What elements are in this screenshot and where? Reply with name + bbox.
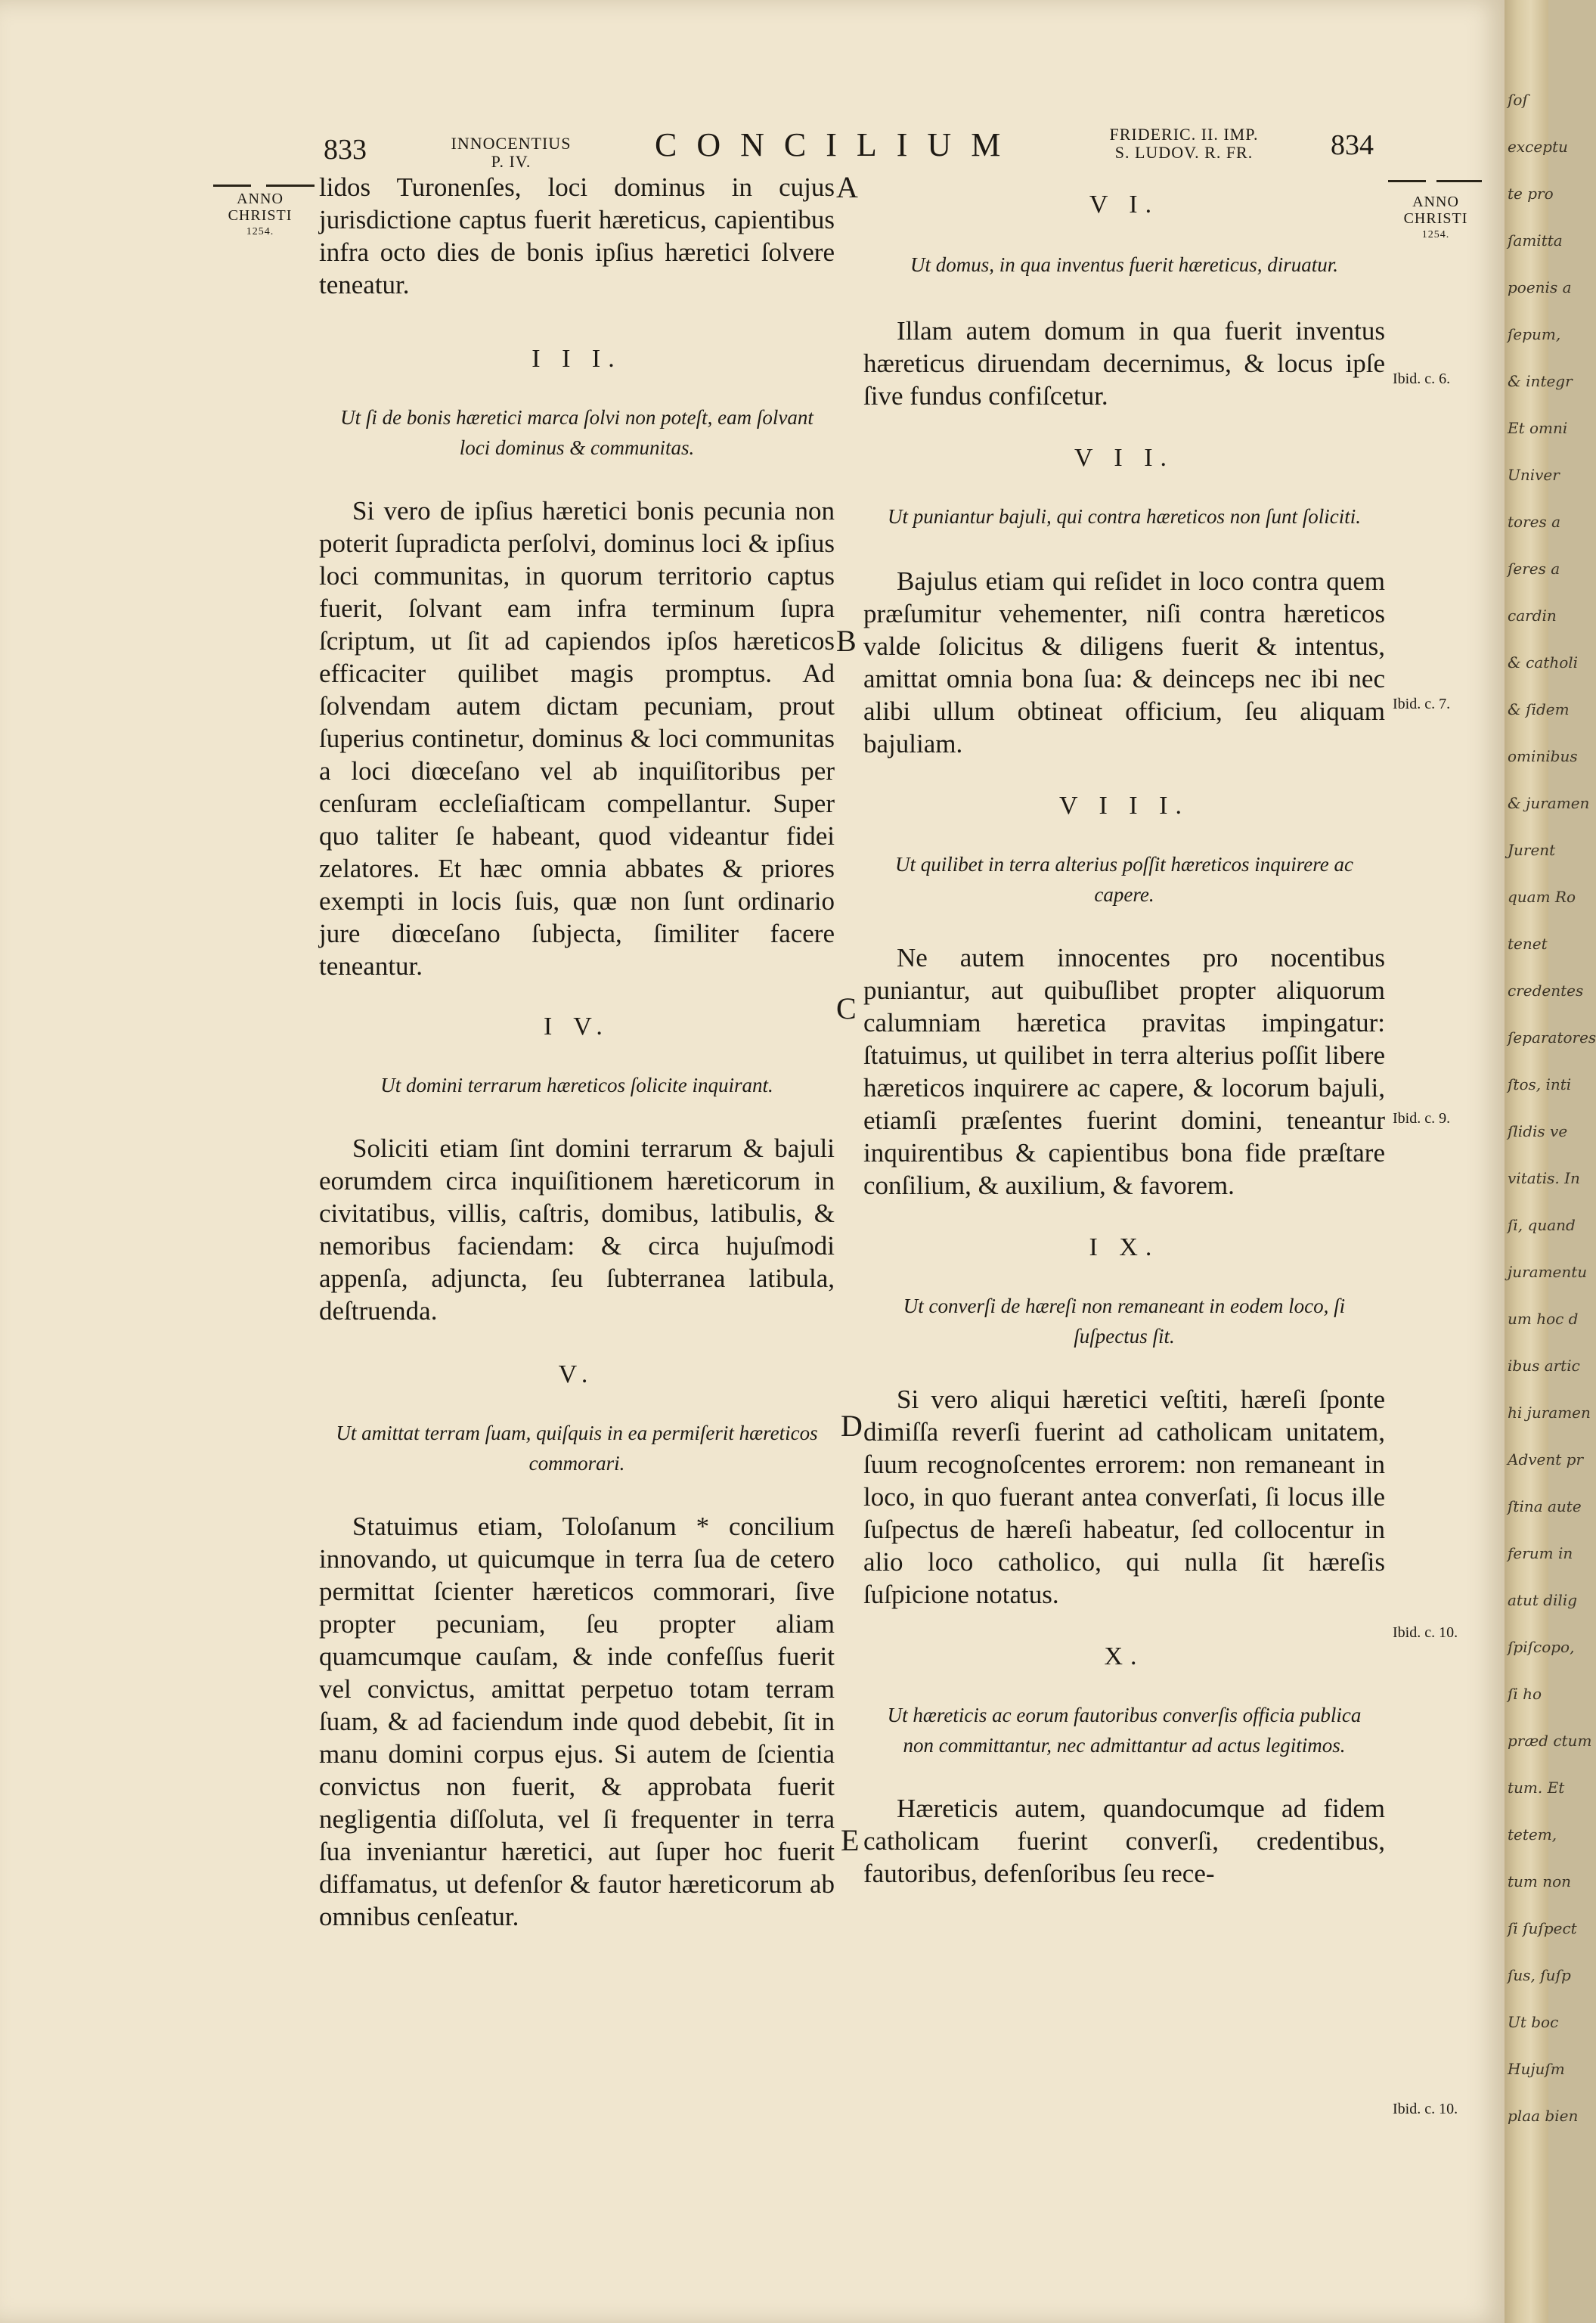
- paragraph: Si vero aliqui hæretici veſtiti, hæreſi ſponte dimiſſa reverſi fuerint ad catholicam unitatem, ſuum recognoſcentes errorem: non remaneant in loco, in quo fuerant antea converſati, ſi locus ille ſuſpectus de hæreſi habeatur, ſed collocentur in alio loco catholico, qui nulla ſit hæreſis ſuſpicione notatus.: [863, 1385, 1385, 1609]
- edge-text-fragment: Ut boc: [1508, 2013, 1559, 2031]
- section-rubric: Ut hæreticis ac eorum fautoribus converſis officia publica non committantur, nec admittantur ad actus legitimos.: [887, 1704, 1362, 1757]
- page-title: CONCILIUM: [655, 126, 1021, 163]
- section-heading: I I I.: [531, 345, 622, 373]
- header-rulers: [1071, 126, 1297, 162]
- edge-text-fragment: Jurent: [1508, 841, 1556, 859]
- edge-text-fragment: præd ctum: [1508, 1732, 1592, 1750]
- section-letter-d: D: [841, 1409, 863, 1443]
- edge-text-fragment: plaa bien: [1508, 2107, 1579, 2125]
- paragraph: Soliciti etiam ſint domini terrarum & bajuli eorumdem circa inquiſitionem hæreticorum in civitatibus, villis, caſtris, domibus, latibulis, & nemoribus faciendam: & circa hujuſmodi appenſa, adjuncta, ſeu ſubterranea latibula, deſtruenda.: [319, 1134, 835, 1326]
- section-rubric: Ut domus, in qua inventus fuerit hæreticus, diruatur.: [910, 253, 1338, 276]
- edge-text-fragment: tenet: [1508, 935, 1548, 953]
- section-rubric: Ut ſi de bonis hæretici marca ſolvi non poteſt, eam ſolvant loci dominus & communitas.: [340, 406, 813, 459]
- ibid-note: Ibid. c. 6.: [1393, 371, 1451, 387]
- edge-text-fragment: & integr: [1508, 372, 1573, 390]
- edge-text-fragment: ominibus: [1508, 747, 1578, 765]
- paragraph: Illam autem domum in qua fuerit inventus hæreticus diruendam decernimus, & locus ipſe ſive fundus confiſcetur.: [863, 316, 1385, 411]
- section-rubric: Ut domini terrarum hæreticos ſolicite inquirant.: [380, 1074, 773, 1096]
- ibid-note: Ibid. c. 7.: [1393, 696, 1451, 712]
- edge-text-fragment: ſi, quand: [1508, 1216, 1576, 1234]
- section-heading: V I I I.: [1059, 792, 1189, 820]
- ibid-note: Ibid. c. 9.: [1393, 1110, 1451, 1127]
- edge-text-fragment: & catholi: [1508, 653, 1579, 671]
- margin-year-left: [209, 191, 311, 240]
- section-heading: I V.: [544, 1013, 610, 1041]
- left-column: [319, 171, 835, 1933]
- margin-year: 1254.: [246, 226, 274, 237]
- margin-anno-label: ANNO: [237, 191, 284, 207]
- edge-text-fragment: ſlidis ve: [1508, 1122, 1568, 1140]
- ibid-note: Ibid. c. 10.: [1393, 2101, 1458, 2117]
- header-pope-number: P. IV.: [491, 152, 531, 171]
- edge-text-fragment: ſoſ: [1508, 91, 1528, 109]
- edge-text-fragment: exceptu: [1508, 138, 1568, 156]
- edge-text-fragment: poenis a: [1508, 278, 1572, 296]
- paragraph: Hæreticis autem, quandocumque ad fidem catholicam fuerint converſi, credentibus, fautoribus, defenſoribus ſeu rece-: [863, 1794, 1385, 1888]
- section-rubric: Ut amittat terram ſuam, quiſquis in ea permiſerit hæreticos commorari.: [336, 1422, 818, 1475]
- edge-text-fragment: ſeres a: [1508, 560, 1560, 578]
- margin-anno-label: ANNO: [1412, 194, 1459, 210]
- edge-text-fragment: tetem,: [1508, 1825, 1557, 1844]
- edge-text-fragment: & ſidem: [1508, 700, 1570, 718]
- edge-text-fragment: ſeparatores: [1508, 1028, 1596, 1047]
- edge-text-fragment: juramentu: [1508, 1263, 1588, 1281]
- edge-text-fragment: ibus artic: [1508, 1357, 1580, 1375]
- section-heading: I X.: [1089, 1233, 1160, 1261]
- edge-text-fragment: & juramen: [1508, 794, 1590, 812]
- edge-text-fragment: te pro: [1508, 185, 1554, 203]
- ibid-note: Ibid. c. 10.: [1393, 1624, 1458, 1641]
- edge-text-fragment: Et omni: [1508, 419, 1568, 437]
- section-heading: X.: [1104, 1642, 1145, 1670]
- edge-text-fragment: ſamitta: [1508, 231, 1563, 250]
- page-number-left: 833: [324, 134, 367, 166]
- edge-text-fragment: cardin: [1508, 606, 1557, 625]
- edge-text-fragment: hi juramen: [1508, 1403, 1591, 1422]
- section-heading: V I.: [1089, 191, 1160, 219]
- section-rubric: Ut converſi de hæreſi non remaneant in eodem loco, ſi ſuſpectus ſit.: [903, 1295, 1346, 1348]
- section-rubric: Ut puniantur bajuli, qui contra hæreticos non ſunt ſoliciti.: [888, 505, 1361, 528]
- margin-christi-label: CHRISTI: [228, 207, 293, 224]
- section-rubric: Ut quilibet in terra alterius poſſit hæreticos inquirere ac capere.: [895, 853, 1353, 906]
- edge-text-fragment: ſus, ſuſp: [1508, 1966, 1571, 1984]
- margin-christi-label: CHRISTI: [1403, 210, 1468, 227]
- edge-text-fragment: credentes: [1508, 982, 1584, 1000]
- header-pope: [435, 135, 587, 171]
- edge-text-fragment: Univer: [1508, 466, 1560, 484]
- header-pope-name: INNOCENTIUS: [451, 134, 572, 153]
- margin-year: 1254.: [1421, 229, 1450, 240]
- paragraph: Ne autem innocentes pro nocentibus puniantur, aut quibuſlibet propter aliquorum calumniam hæretica pravitas impingatur: ſtatuimus, ut quilibet in terra alterius poſſit libere hæreticos inquirere ac capere, & locorum bajuli, etiamſi præſentes fuerint domini, teneantur inquirentibus & capientibus bona fide præſtare conſilium, & auxilium, & favorem.: [863, 943, 1385, 1200]
- paragraph: Statuimus etiam, Toloſanum * concilium innovando, ut quicumque in terra ſua de cetero permittat ſcienter hæreticos commorari, ſive propter pecuniam, ſeu propter aliam quamcumque cauſam, & inde confeſſus fuerit vel convictus, amittat perpetuo totam terram ſuam, & ad faciendum inde quod debebit, ſit in manu domini corpus ejus. Si autem de ſcientia convictus non fuerit, & approbata fuerit negligentia diſſoluta, vel ſi frequenter in terra ſua inveniantur hæretici, aut ſuper hoc fuerit diffamatus, ut defenſor & fautor hæreticorum ab omnibus cenſeatur.: [319, 1512, 835, 1931]
- section-letter-b: B: [836, 624, 857, 658]
- section-letter-e: E: [841, 1823, 860, 1857]
- edge-text-fragment: um hoc d: [1508, 1310, 1579, 1328]
- edge-text-fragment: atut dilig: [1508, 1591, 1578, 1609]
- edge-text-fragment: tum non: [1508, 1872, 1572, 1890]
- paragraph: Bajulus etiam qui reſidet in loco contra quem præſumitur vehementer, niſi contra hæreticos valde ſolicitus & diligens fuerit & intentus, amittat omnia bona ſua: & deinceps nec ibi nec alibi ullum obtineat officium, ſeu aliquam bajuliam.: [863, 566, 1385, 758]
- header-king: S. LUDOV. R. FR.: [1114, 143, 1254, 162]
- paragraph: Si vero de ipſius hæretici bonis pecunia non poterit ſupradicta perſolvi, dominus loci & ipſius loci communitas, in quorum territorio captus fuerit, ſolvant eam infra terminum ſupra ſcriptum, ut ſit ad capiendos ipſos hæreticos efficaciter quilibet magis promptus. Ad ſolvendam autem dictam pecuniam, prout ſuperius continetur, dominus & loci communitas a loci diœceſano vel ab inquiſitoribus per cenſuram eccleſiaſticam compellantur. Super quo taliter ſe habeant, quod videantur fidei zelatores. Et hæc omnia abbates & priores exempti in locis ſuis, quæ non ſunt ordinario jure diœceſano ſubjecta, ſimiliter facere teneantur.: [319, 496, 835, 981]
- margin-rule-right-b: [1436, 180, 1482, 182]
- edge-text-fragment: ſepum,: [1508, 325, 1561, 343]
- margin-rule-left-a: [213, 185, 251, 187]
- edge-text-fragment: ſtos, inti: [1508, 1075, 1572, 1093]
- edge-text-fragment: ſi ho: [1508, 1685, 1542, 1703]
- adjacent-page-edge: [1505, 0, 1596, 2323]
- section-heading: V.: [558, 1360, 596, 1388]
- edge-text-fragment: quam Ro: [1508, 888, 1576, 906]
- margin-rule-left-b: [266, 185, 315, 187]
- edge-text-fragment: ſi ſuſpect: [1508, 1919, 1577, 1937]
- section-letter-c: C: [836, 991, 857, 1025]
- right-column: [863, 191, 1385, 1890]
- section-letter-a: A: [836, 170, 858, 204]
- edge-text-fragment: vitatis. In: [1508, 1169, 1580, 1187]
- margin-rule-right-a: [1388, 180, 1426, 182]
- edge-text-fragment: tum. Et: [1508, 1779, 1565, 1797]
- edge-text-fragment: ſpiſcopo,: [1508, 1638, 1575, 1656]
- margin-year-right: [1387, 194, 1485, 243]
- edge-text-fragment: tores a: [1508, 513, 1561, 531]
- paragraph: lidos Turonenſes, loci dominus in cujus jurisdictione captus fuerit hæreticus, capientibus infra octo dies de bonis ipſius hæretici ſolvere teneatur.: [319, 172, 835, 299]
- edge-text-fragment: ſtina aute: [1508, 1497, 1582, 1515]
- edge-text-fragment: ferum in: [1508, 1544, 1573, 1562]
- header-emperor: FRIDERIC. II. IMP.: [1109, 125, 1259, 144]
- page-number-right: 834: [1331, 129, 1374, 161]
- edge-text-fragment: Advent pr: [1508, 1450, 1584, 1469]
- edge-text-fragment: Hujuſm: [1508, 2060, 1565, 2078]
- section-heading: V I I.: [1074, 444, 1175, 472]
